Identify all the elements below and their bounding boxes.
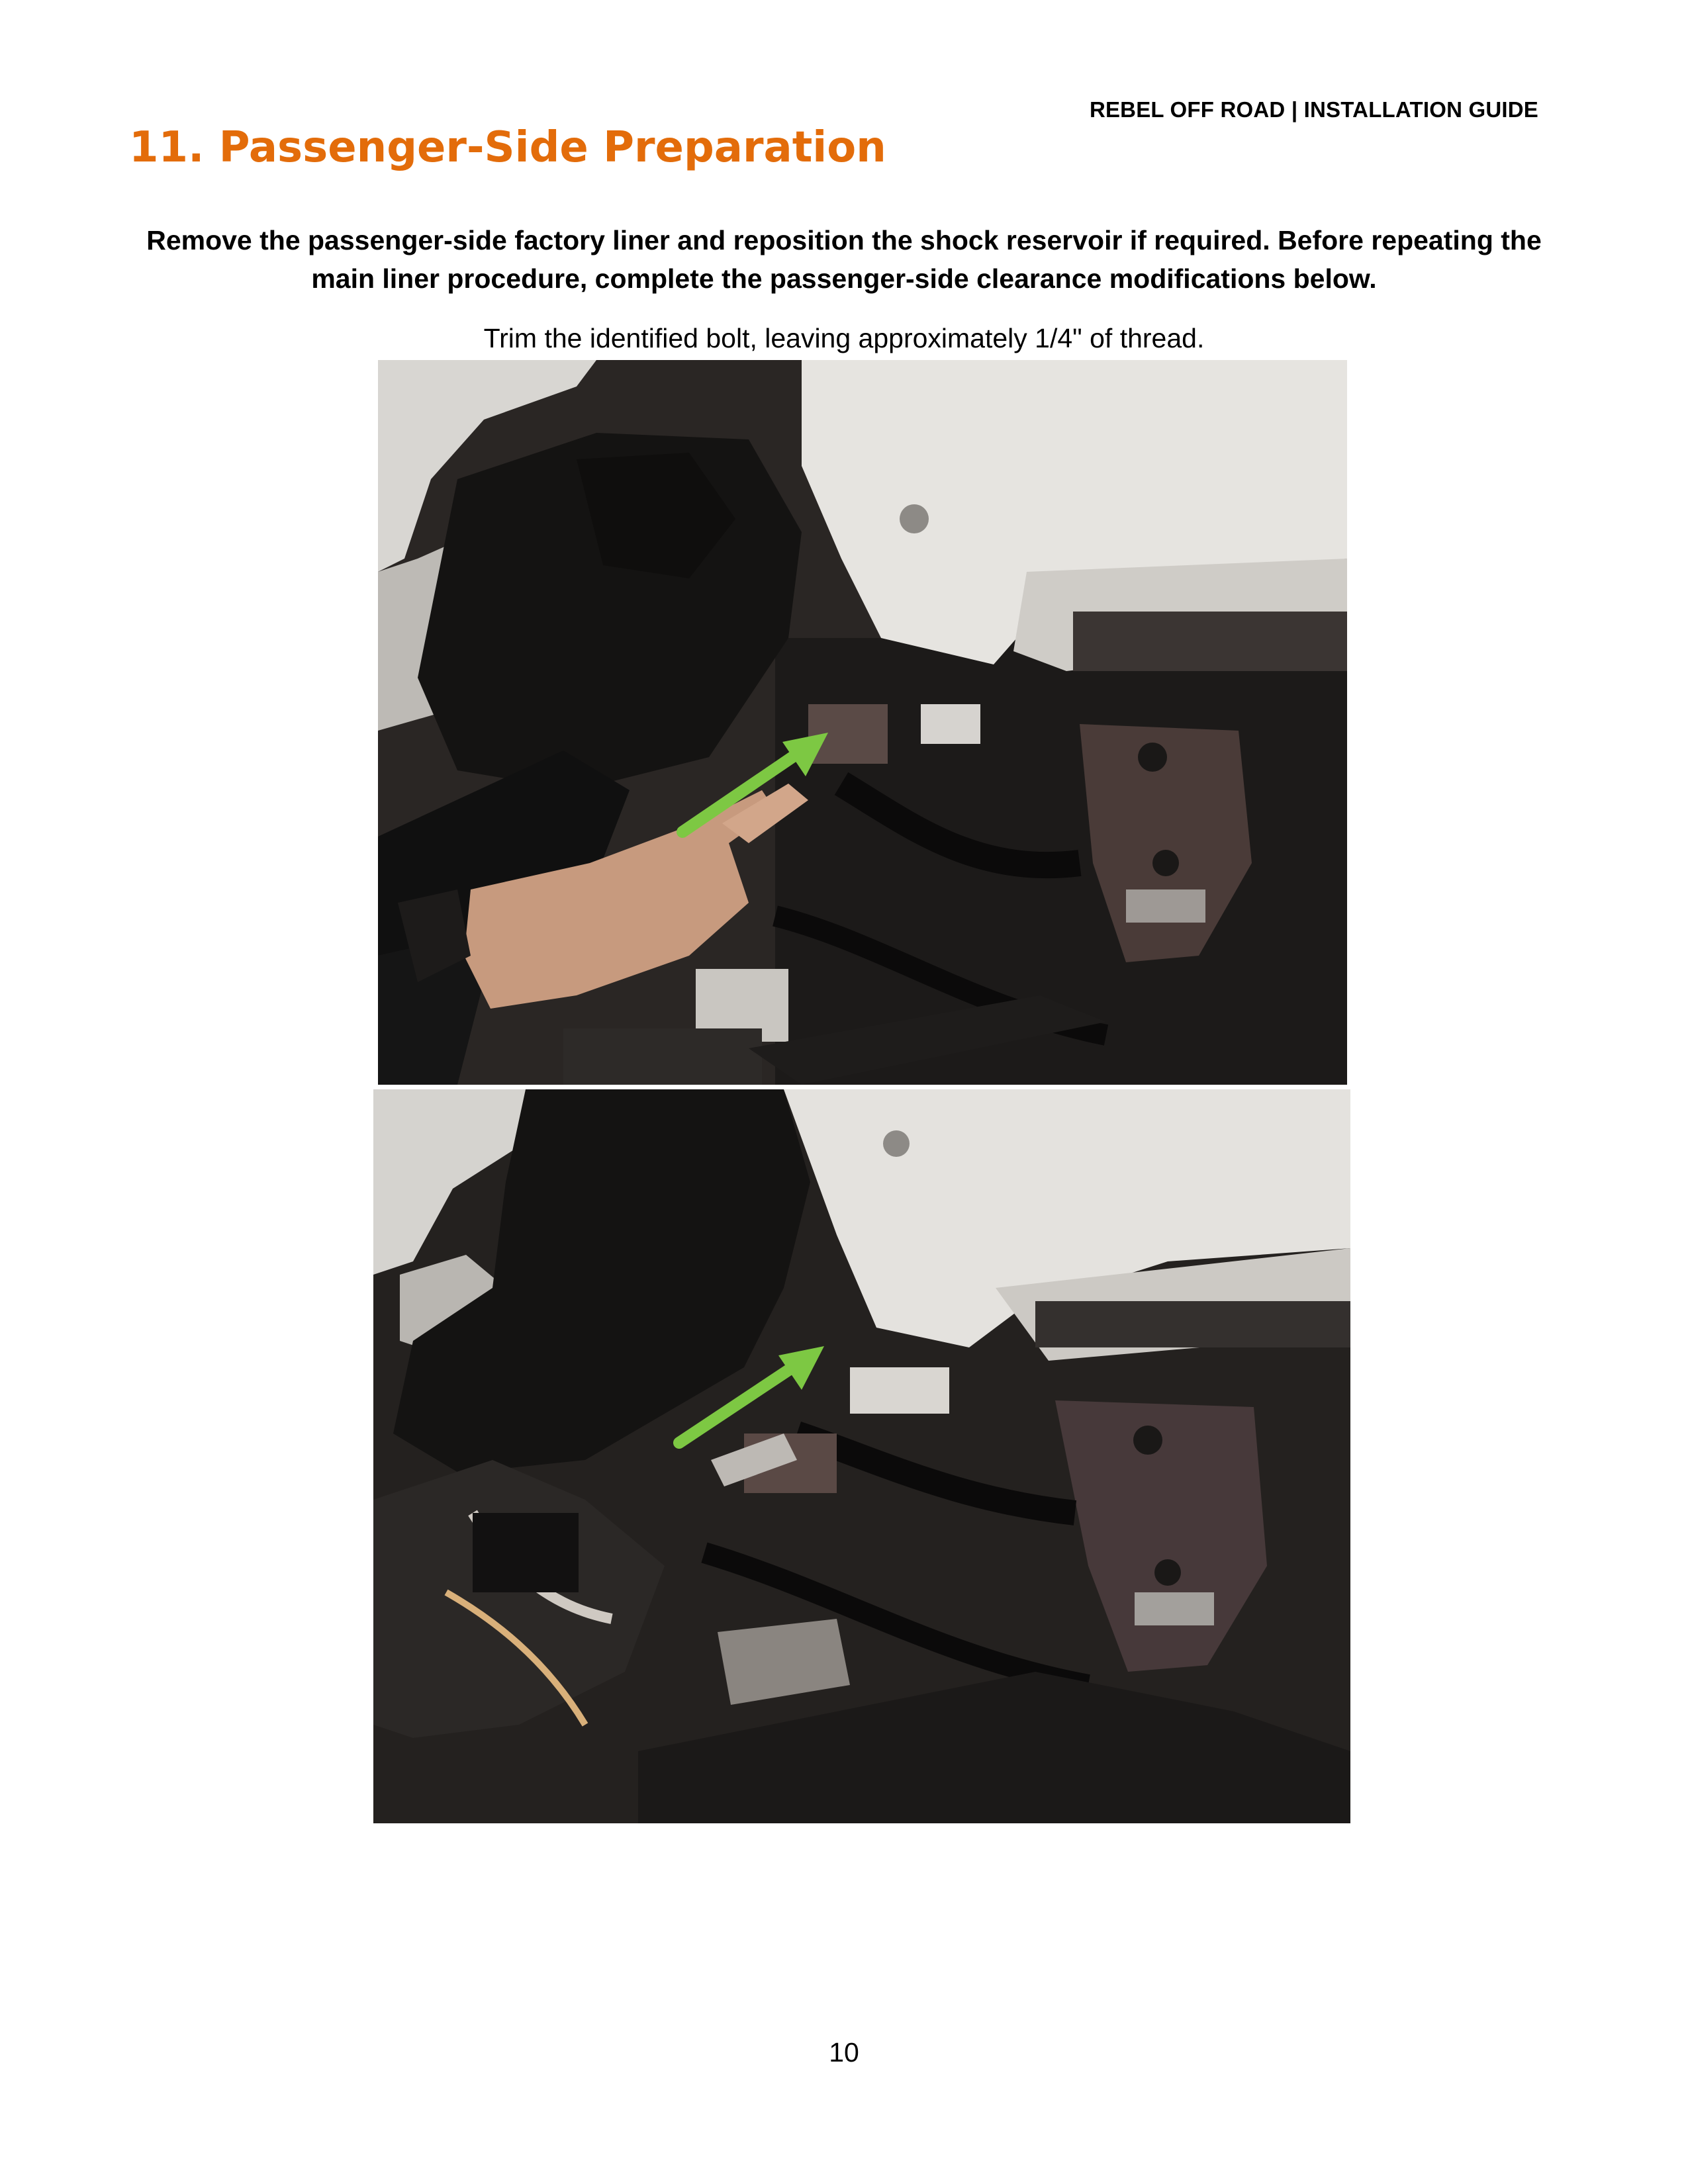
page-number: 10: [829, 2037, 859, 2068]
section-title: 11. Passenger-Side Preparation: [129, 123, 886, 172]
undercarriage-photo-2-image: [373, 1089, 1350, 1823]
running-header: REBEL OFF ROAD | INSTALLATION GUIDE: [1089, 97, 1538, 122]
undercarriage-photo-1: [378, 360, 1347, 1085]
undercarriage-photo-1-image: [378, 360, 1347, 1085]
intro-paragraph: Remove the passenger-side factory liner and reposition the shock reservoir if required. Before repeating the main liner procedure, complete the passenger-side clearance modifications below.: [146, 225, 1542, 294]
undercarriage-photo-2: [373, 1089, 1350, 1823]
photo-caption: Trim the identified bolt, leaving approximately 1/4" of thread.: [483, 323, 1205, 353]
